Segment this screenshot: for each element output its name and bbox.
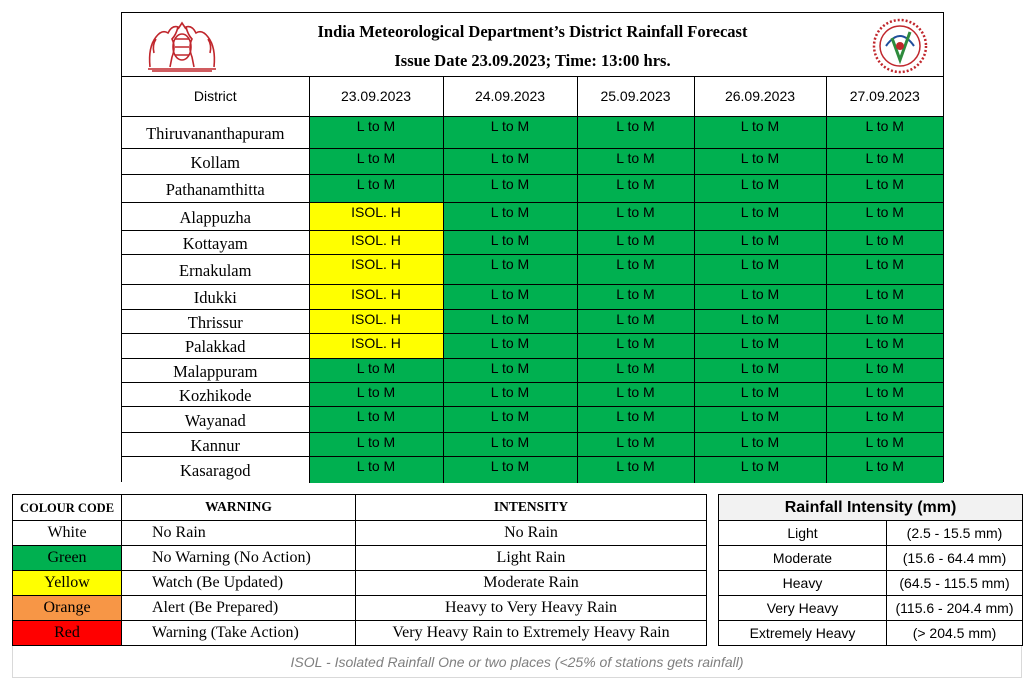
forecast-cell: L to M [577,406,694,432]
forecast-cell: L to M [694,382,826,406]
district-row [122,406,943,432]
forecast-cell: L to M [443,230,577,254]
forecast-cell: L to M [577,202,694,230]
intensity-range: (15.6 - 64.4 mm) [887,546,1023,571]
legend-area [12,494,1022,684]
warning-cell: Alert (Be Prepared) [122,596,356,621]
forecast-cell: L to M [826,333,943,358]
rainfall-intensity-title: Rainfall Intensity (mm) [719,495,1023,521]
colour-code-cell: Orange [13,596,122,621]
intensity-range: (64.5 - 115.5 mm) [887,571,1023,596]
legend-row [13,546,707,571]
intensity-label: Very Heavy [719,596,887,621]
warning-cell: Watch (Be Updated) [122,571,356,596]
forecast-grid [122,77,943,483]
forecast-cell: L to M [577,456,694,483]
forecast-cell: L to M [826,116,943,148]
district-name: Thiruvananthapuram [122,116,309,148]
rainfall-intensity-table [718,494,1023,646]
legend-row [13,571,707,596]
forecast-cell: L to M [443,382,577,406]
forecast-cell: L to M [577,333,694,358]
forecast-cell: L to M [443,148,577,174]
colour-code-header: COLOUR CODE [13,495,122,521]
forecast-cell: L to M [694,456,826,483]
forecast-cell: ISOL. H [309,284,443,309]
header-band [122,13,943,77]
forecast-cell: L to M [694,309,826,333]
forecast-cell: L to M [826,406,943,432]
date-header: 24.09.2023 [443,77,577,116]
forecast-cell: L to M [443,309,577,333]
issue-date: Issue Date 23.09.2023; Time: 13:00 hrs. [394,51,671,70]
intensity-range: (> 204.5 mm) [887,621,1023,646]
district-name: Alappuzha [122,202,309,230]
forecast-cell: L to M [577,230,694,254]
forecast-cell: L to M [694,116,826,148]
forecast-cell: L to M [826,382,943,406]
intensity-cell: Moderate Rain [356,571,707,596]
district-name: Kottayam [122,230,309,254]
date-header: 23.09.2023 [309,77,443,116]
forecast-cell: ISOL. H [309,202,443,230]
imd-logo-icon [872,18,928,74]
forecast-cell: L to M [309,432,443,456]
forecast-cell: L to M [577,116,694,148]
forecast-cell: L to M [694,358,826,382]
district-row [122,174,943,202]
date-header: 25.09.2023 [577,77,694,116]
district-name: Wayanad [122,406,309,432]
forecast-cell: L to M [443,174,577,202]
district-name: Kasaragod [122,456,309,483]
district-row [122,309,943,333]
legend-row [13,596,707,621]
intensity-row [719,596,1023,621]
intensity-label: Moderate [719,546,887,571]
district-name: Kozhikode [122,382,309,406]
intensity-row [719,571,1023,596]
forecast-cell: ISOL. H [309,333,443,358]
forecast-cell: L to M [694,254,826,284]
report-title: India Meteorological Department’s District Rainfall Forecast [317,22,748,41]
warning-cell: Warning (Take Action) [122,621,356,646]
district-row [122,333,943,358]
district-name: Ernakulam [122,254,309,284]
district-row [122,254,943,284]
forecast-cell: L to M [577,174,694,202]
forecast-cell: L to M [443,254,577,284]
grid-header-row [122,77,943,116]
legend-header-row [13,495,707,521]
forecast-cell: L to M [826,230,943,254]
forecast-cell: ISOL. H [309,230,443,254]
district-row [122,456,943,483]
warning-cell: No Rain [122,521,356,546]
forecast-cell: ISOL. H [309,254,443,284]
district-header: District [122,77,309,116]
date-header: 26.09.2023 [694,77,826,116]
isol-footnote: ISOL - Isolated Rainfall One or two places (<25% of stations gets rainfall) [12,646,1022,678]
forecast-cell: L to M [309,174,443,202]
forecast-cell: L to M [309,358,443,382]
intensity-range: (2.5 - 15.5 mm) [887,521,1023,546]
forecast-cell: L to M [443,432,577,456]
district-name: Thrissur [122,309,309,333]
intensity-row [719,546,1023,571]
district-row [122,202,943,230]
forecast-cell: L to M [826,284,943,309]
forecast-cell: L to M [826,174,943,202]
forecast-cell: L to M [694,174,826,202]
district-row [122,116,943,148]
district-name: Pathanamthitta [122,174,309,202]
forecast-cell: L to M [826,456,943,483]
forecast-cell: L to M [694,406,826,432]
date-header: 27.09.2023 [826,77,943,116]
forecast-cell: L to M [694,333,826,358]
forecast-cell: L to M [577,254,694,284]
district-name: Malappuram [122,358,309,382]
forecast-cell: L to M [826,309,943,333]
district-row [122,432,943,456]
forecast-cell: L to M [694,432,826,456]
intensity-label: Light [719,521,887,546]
forecast-cell: L to M [826,148,943,174]
forecast-cell: L to M [577,309,694,333]
district-name: Kollam [122,148,309,174]
forecast-cell: L to M [309,382,443,406]
forecast-cell: ISOL. H [309,309,443,333]
forecast-cell: L to M [443,116,577,148]
intensity-title-row [719,495,1023,521]
intensity-cell: Very Heavy Rain to Extremely Heavy Rain [356,621,707,646]
legend-row [13,521,707,546]
legend-row [13,621,707,646]
forecast-cell: L to M [826,432,943,456]
forecast-cell: L to M [826,254,943,284]
forecast-cell: L to M [694,230,826,254]
forecast-cell: L to M [694,202,826,230]
warning-cell: No Warning (No Action) [122,546,356,571]
district-name: Palakkad [122,333,309,358]
forecast-cell: L to M [694,148,826,174]
forecast-cell: L to M [577,382,694,406]
intensity-header: INTENSITY [356,495,707,521]
intensity-range: (115.6 - 204.4 mm) [887,596,1023,621]
district-name: Idukki [122,284,309,309]
forecast-cell: L to M [577,358,694,382]
forecast-cell: L to M [826,358,943,382]
forecast-cell: L to M [443,406,577,432]
forecast-cell: L to M [443,456,577,483]
intensity-label: Heavy [719,571,887,596]
forecast-cell: L to M [826,202,943,230]
forecast-cell: L to M [309,456,443,483]
forecast-cell: L to M [577,148,694,174]
district-row [122,358,943,382]
district-name: Kannur [122,432,309,456]
district-row [122,230,943,254]
forecast-cell: L to M [309,148,443,174]
district-row [122,148,943,174]
intensity-cell: No Rain [356,521,707,546]
colour-code-cell: Green [13,546,122,571]
district-row [122,382,943,406]
district-forecast-table [121,12,944,482]
intensity-cell: Light Rain [356,546,707,571]
forecast-cell: L to M [443,284,577,309]
colour-code-cell: White [13,521,122,546]
forecast-cell: L to M [309,116,443,148]
intensity-row [719,621,1023,646]
colour-code-cell: Yellow [13,571,122,596]
forecast-cell: L to M [443,358,577,382]
intensity-row [719,521,1023,546]
forecast-cell: L to M [577,432,694,456]
warning-header: WARNING [122,495,356,521]
forecast-cell: L to M [443,333,577,358]
colour-code-cell: Red [13,621,122,646]
intensity-label: Extremely Heavy [719,621,887,646]
forecast-cell: L to M [694,284,826,309]
forecast-cell: L to M [577,284,694,309]
forecast-cell: L to M [309,406,443,432]
colour-code-legend [12,494,707,646]
forecast-cell: L to M [443,202,577,230]
district-row [122,284,943,309]
intensity-cell: Heavy to Very Heavy Rain [356,596,707,621]
